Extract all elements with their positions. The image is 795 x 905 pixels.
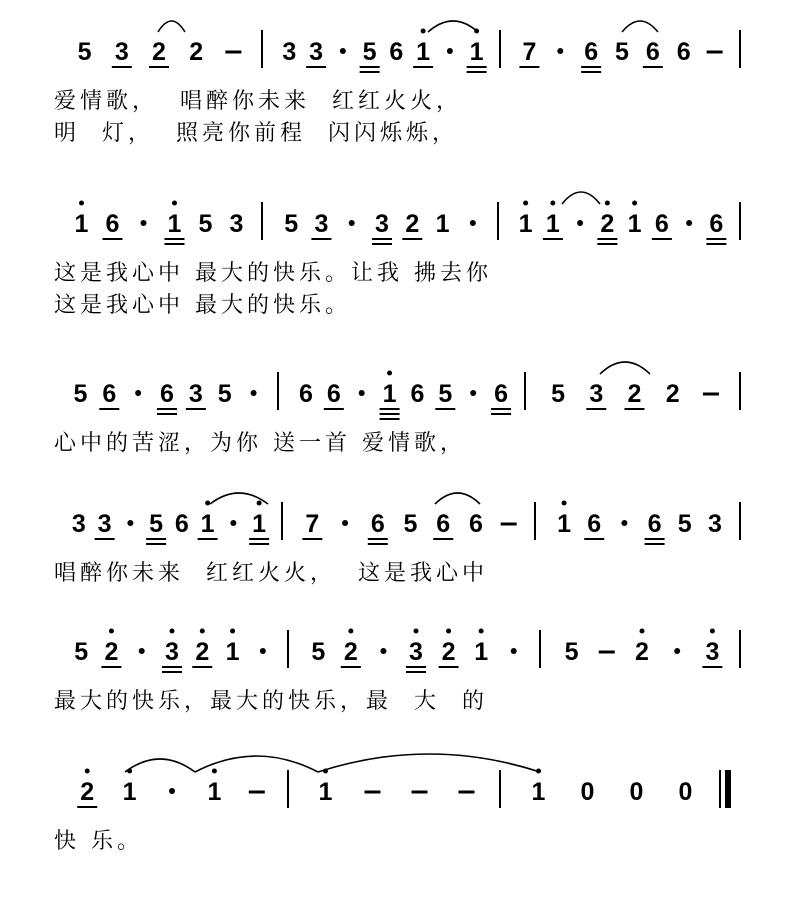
note-digit: 6 xyxy=(647,510,662,538)
augmentation-dot xyxy=(135,390,141,396)
system-3 xyxy=(54,362,740,456)
note-digit: 3 xyxy=(165,638,179,666)
note-digit: 1 xyxy=(627,210,642,238)
augmentation-dot xyxy=(447,48,453,54)
augmentation-dot xyxy=(470,220,476,226)
note-digit: 1 xyxy=(225,638,240,666)
note-digit: 1 xyxy=(252,510,267,538)
note-digit: 1 xyxy=(207,778,222,806)
note-digit: 6 xyxy=(174,510,189,538)
note-digit: 6 xyxy=(676,38,691,66)
note-digit: 5 xyxy=(362,38,377,66)
octave-dot xyxy=(170,629,175,634)
lyric-line: 最大的快乐，最大的快乐，最 大 的 xyxy=(54,689,488,714)
note-digit: 5 xyxy=(284,210,299,238)
note-digit: 3 xyxy=(71,510,86,538)
tie-slur xyxy=(318,754,540,772)
lyric-line: 唱醉你未来 红红火火， 这是我心中 xyxy=(54,561,488,586)
note-digit: 2 xyxy=(600,210,615,238)
octave-dot xyxy=(479,629,484,634)
octave-dot xyxy=(387,371,392,376)
augmentation-dot xyxy=(577,220,583,226)
note-digit: 2 xyxy=(189,38,204,66)
note-digit: 1 xyxy=(200,510,215,538)
note-digit: 1 xyxy=(435,210,450,238)
octave-dot xyxy=(205,501,210,506)
note-digit: 2 xyxy=(104,638,119,666)
note-digit: 2 xyxy=(152,38,166,66)
note-digit: 5 xyxy=(403,510,418,538)
octave-dot xyxy=(200,629,205,634)
note-digit: 6 xyxy=(298,380,313,408)
octave-dot xyxy=(109,629,114,634)
tie-slur xyxy=(158,21,185,32)
tie-slur xyxy=(428,21,478,32)
note-digit: 1 xyxy=(318,778,333,806)
note-digit: 6 xyxy=(160,380,174,408)
octave-dot xyxy=(79,201,84,206)
note-digit: 3 xyxy=(707,510,722,538)
octave-dot xyxy=(562,501,567,506)
note-digit: 2 xyxy=(405,210,420,238)
octave-dot xyxy=(632,201,637,206)
augmentation-dot xyxy=(127,520,133,526)
note-digit: 6 xyxy=(436,510,451,538)
note-digit: 3 xyxy=(409,638,423,666)
augmentation-dot xyxy=(380,648,386,654)
note-digit: 1 xyxy=(416,38,431,66)
note-digit: 0 xyxy=(678,778,693,806)
augmentation-dot xyxy=(342,520,348,526)
lyric-line: 爱情歌， 唱醉你未来 红红火火， xyxy=(54,89,462,114)
note-digit: 1 xyxy=(469,38,484,66)
augmentation-dot xyxy=(349,220,355,226)
note-digit: 2 xyxy=(80,778,95,806)
note-digit: 5 xyxy=(74,638,89,666)
octave-dot xyxy=(348,629,353,634)
note-digit: 1 xyxy=(382,380,397,408)
octave-dot xyxy=(710,629,715,634)
note-digit: 5 xyxy=(311,638,326,666)
tie-slur xyxy=(600,362,650,374)
note-digit: 1 xyxy=(518,210,533,238)
augmentation-dot xyxy=(470,390,476,396)
note-digit: 7 xyxy=(305,510,320,538)
note-digit: 3 xyxy=(375,210,389,238)
note-digit: 5 xyxy=(77,38,92,66)
augmentation-dot xyxy=(621,520,627,526)
augmentation-dot xyxy=(674,648,680,654)
note-digit: 2 xyxy=(195,638,210,666)
octave-dot xyxy=(414,629,419,634)
note-digit: 5 xyxy=(438,380,453,408)
note-digit: 6 xyxy=(587,510,602,538)
octave-dot xyxy=(172,201,177,206)
note-digit: 1 xyxy=(167,210,182,238)
augmentation-dot xyxy=(511,648,517,654)
note-digit: 6 xyxy=(410,380,425,408)
note-digit: 6 xyxy=(584,38,599,66)
octave-dot xyxy=(446,629,451,634)
octave-dot xyxy=(230,629,235,634)
note-digit: 6 xyxy=(102,380,117,408)
note-digit: 6 xyxy=(645,38,660,66)
note-digit: 6 xyxy=(709,210,724,238)
octave-dot xyxy=(85,769,90,774)
note-digit: 0 xyxy=(580,778,595,806)
note-digit: 0 xyxy=(629,778,644,806)
note-digit: 2 xyxy=(665,380,680,408)
note-digit: 3 xyxy=(97,510,112,538)
note-digit: 1 xyxy=(74,210,89,238)
note-digit: 5 xyxy=(198,210,213,238)
note-digit: 1 xyxy=(122,778,137,806)
note-digit: 2 xyxy=(343,638,358,666)
lyric-line: 这是我心中 最大的快乐。 xyxy=(54,293,351,318)
note-digit: 6 xyxy=(326,380,341,408)
lyric-line: 明 灯， 照亮你前程 闪闪烁烁， xyxy=(54,121,458,146)
note-digit: 1 xyxy=(557,510,572,538)
note-digit: 5 xyxy=(551,380,566,408)
system-2 xyxy=(54,192,740,318)
augmentation-dot xyxy=(557,48,563,54)
note-digit: 3 xyxy=(589,380,604,408)
note-digit: 5 xyxy=(149,510,164,538)
note-digit: 2 xyxy=(627,380,642,408)
octave-dot xyxy=(421,29,426,34)
octave-dot xyxy=(212,769,217,774)
note-digit: 1 xyxy=(531,778,546,806)
system-4 xyxy=(54,493,740,586)
note-digit: 2 xyxy=(635,638,649,666)
note-digit: 5 xyxy=(217,380,232,408)
note-digit: 3 xyxy=(314,210,329,238)
tie-slur xyxy=(562,192,600,204)
note-digit: 3 xyxy=(705,638,720,666)
note-digit: 6 xyxy=(105,210,120,238)
note-digit: 1 xyxy=(545,210,560,238)
octave-dot xyxy=(550,201,555,206)
augmentation-dot xyxy=(141,220,147,226)
note-digit: 3 xyxy=(229,210,244,238)
note-digit: 6 xyxy=(370,510,385,538)
note-digit: 7 xyxy=(522,38,537,66)
augmentation-dot xyxy=(230,520,236,526)
note-digit: 5 xyxy=(615,38,629,66)
note-digit: 6 xyxy=(468,510,483,538)
system-1 xyxy=(54,21,740,146)
note-digit: 6 xyxy=(494,380,509,408)
tie-slur xyxy=(622,21,658,32)
system-6 xyxy=(54,754,728,854)
note-digit: 5 xyxy=(73,380,88,408)
note-digit: 6 xyxy=(654,210,669,238)
tie-slur xyxy=(125,759,195,772)
lyric-line: 这是我心中 最大的快乐。让我 拂去你 xyxy=(54,261,492,286)
augmentation-dot xyxy=(340,48,346,54)
augmentation-dot xyxy=(139,648,145,654)
note-digit: 3 xyxy=(309,38,324,66)
tie-slur xyxy=(435,493,480,504)
augmentation-dot xyxy=(686,220,692,226)
note-digit: 2 xyxy=(441,638,456,666)
note-digit: 5 xyxy=(677,510,692,538)
octave-dot xyxy=(257,501,262,506)
octave-dot xyxy=(605,201,610,206)
note-digit: 5 xyxy=(564,638,579,666)
octave-dot xyxy=(523,201,528,206)
lyric-line: 心中的苦涩，为你 送一首 爱情歌， xyxy=(54,431,466,456)
note-digit: 1 xyxy=(474,638,489,666)
note-digit: 3 xyxy=(188,380,203,408)
augmentation-dot xyxy=(359,390,365,396)
octave-dot xyxy=(640,629,645,634)
augmentation-dot xyxy=(251,390,257,396)
note-digit: 6 xyxy=(389,38,404,66)
note-digit: 3 xyxy=(114,38,129,66)
note-digit: 3 xyxy=(282,38,297,66)
system-5 xyxy=(54,629,740,715)
augmentation-dot xyxy=(169,788,175,794)
augmentation-dot xyxy=(260,648,266,654)
lyric-line: 快 乐。 xyxy=(54,829,143,854)
